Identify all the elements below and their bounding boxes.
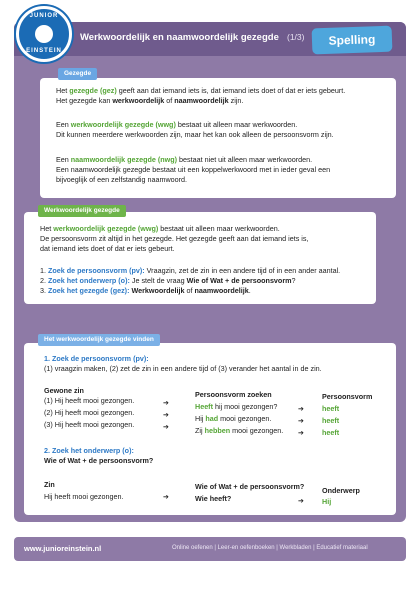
col-zin: Zin (44, 480, 55, 489)
step-2-heading: 2. Zoek het onderwerp (o): (44, 446, 134, 455)
row-1-zin: (1) Hij heeft mooi gezongen. (44, 396, 135, 405)
logo-text-top: JUNIOR (29, 13, 59, 19)
r2-zin: Hij heeft mooi gezongen. (44, 492, 124, 501)
col-wie-of-wat: Wie of Wat + de persoonsvorm? (195, 482, 305, 491)
row-1-arrow-icon: ➔ (163, 398, 170, 407)
row-3-pv-zoeken: Zij hebben mooi gezongen. (195, 426, 284, 435)
wwg-line-1: Het werkwoordelijk gezegde (wwg) bestaat uit alleen maar werkwoorden. (40, 224, 280, 233)
logo-text-bottom: EINSTEIN (26, 48, 62, 54)
row-2-pv: heeft (322, 416, 340, 425)
row-3-arrow-icon: ➔ (163, 422, 170, 431)
gezegde-tag: Gezegde (58, 68, 97, 80)
col-onderwerp: Onderwerp (322, 486, 360, 495)
row-2-pv-zoeken: Hij had mooi gezongen. (195, 414, 272, 423)
row-3-arrow2-icon: ➔ (298, 428, 305, 437)
row-3-zin: (3) Hij heeft mooi gezongen. (44, 420, 135, 429)
step-1-heading: 1. Zoek de persoonsvorm (pv): (44, 354, 149, 363)
r2-arrow-icon: ➔ (163, 492, 170, 501)
wwg-step-3: 3. Zoek het gezegde (gez): Werkwoordelijk of naamwoordelijk. (40, 286, 251, 295)
r2-arrow2-icon: ➔ (298, 496, 305, 505)
gezegde-line-2: Het gezegde kan werkwoordelijk of naamwoordelijk zijn. (56, 96, 244, 105)
gezegde-line-4: Dit kunnen meerdere werkwoorden zijn, maar het kan ook alleen de persoonsvorm zijn. (56, 130, 334, 139)
col-persoonsvorm: Persoonsvorm (322, 392, 373, 401)
row-1-pv: heeft (322, 404, 340, 413)
subject-badge: Spelling (312, 26, 393, 55)
row-3-pv: heeft (322, 428, 340, 437)
gezegde-line-1: Het gezegde (gez) geeft aan dat iemand iets is, dat iemand iets doet of dat er iets gebeurt. (56, 86, 346, 95)
col-gewone-zin: Gewone zin (44, 386, 84, 395)
footer-links[interactable]: Online oefenen | Leer-en oefenboeken | Werkbladen | Educatief materiaal (172, 545, 368, 551)
gezegde-line-6: Een naamwoordelijk gezegde bestaat uit een koppelwerkwoord met in ieder geval een (56, 165, 331, 174)
wwg-line-2: De persoonsvorm zit altijd in het gezegde. Het gezegde geeft aan dat iemand iets is, (40, 234, 309, 243)
row-2-arrow2-icon: ➔ (298, 416, 305, 425)
step-1-description: (1) vraagzin maken, (2) zet de zin in een andere tijd of (3) verander het aantal in de zin. (44, 364, 322, 373)
col-persoonsvorm-zoeken: Persoonsvorm zoeken (195, 390, 272, 399)
wwg-step-2: 2. Zoek het onderwerp (o): Je stelt de vraag Wie of Wat + de persoonsvorm? (40, 276, 296, 285)
step-2-description: Wie of Wat + de persoonsvorm? (44, 456, 154, 465)
wwg-vinden-tag: Het werkwoordelijk gezegde vinden (38, 334, 160, 346)
footer-url-link[interactable]: www.junioreinstein.nl (24, 544, 102, 553)
row-2-zin: (2) Hij heeft mooi gezongen. (44, 408, 135, 417)
wwg-line-3: dat iemand iets doet of dat er iets gebeurt. (40, 244, 175, 253)
row-1-arrow2-icon: ➔ (298, 404, 305, 413)
gezegde-line-7: bijvoeglijk of een zelfstandig naamwoord. (56, 175, 188, 184)
page-title: Werkwoordelijk en naamwoordelijk gezegde (80, 32, 279, 43)
r2-onderwerp: Hij (322, 497, 332, 506)
page-number: (1/3) (287, 32, 305, 42)
gezegde-line-3: Een werkwoordelijk gezegde (wwg) bestaat uit alleen maar werkwoorden. (56, 120, 298, 129)
row-1-pv-zoeken: Heeft hij mooi gezongen? (195, 402, 278, 411)
row-2-arrow-icon: ➔ (163, 410, 170, 419)
wwg-step-1: 1. Zoek de persoonsvorm (pv): Vraagzin, zet de zin in een andere tijd of in een ander aantal. (40, 266, 341, 275)
r2-question: Wie heeft? (195, 494, 232, 503)
junior-einstein-logo[interactable] (16, 6, 72, 62)
einstein-face-icon (35, 25, 53, 43)
werkwoordelijk-gezegde-tag: Werkwoordelijk gezegde (38, 205, 126, 217)
gezegde-line-5: Een naamwoordelijk gezegde (nwg) bestaat niet uit alleen maar werkwoorden. (56, 155, 313, 164)
